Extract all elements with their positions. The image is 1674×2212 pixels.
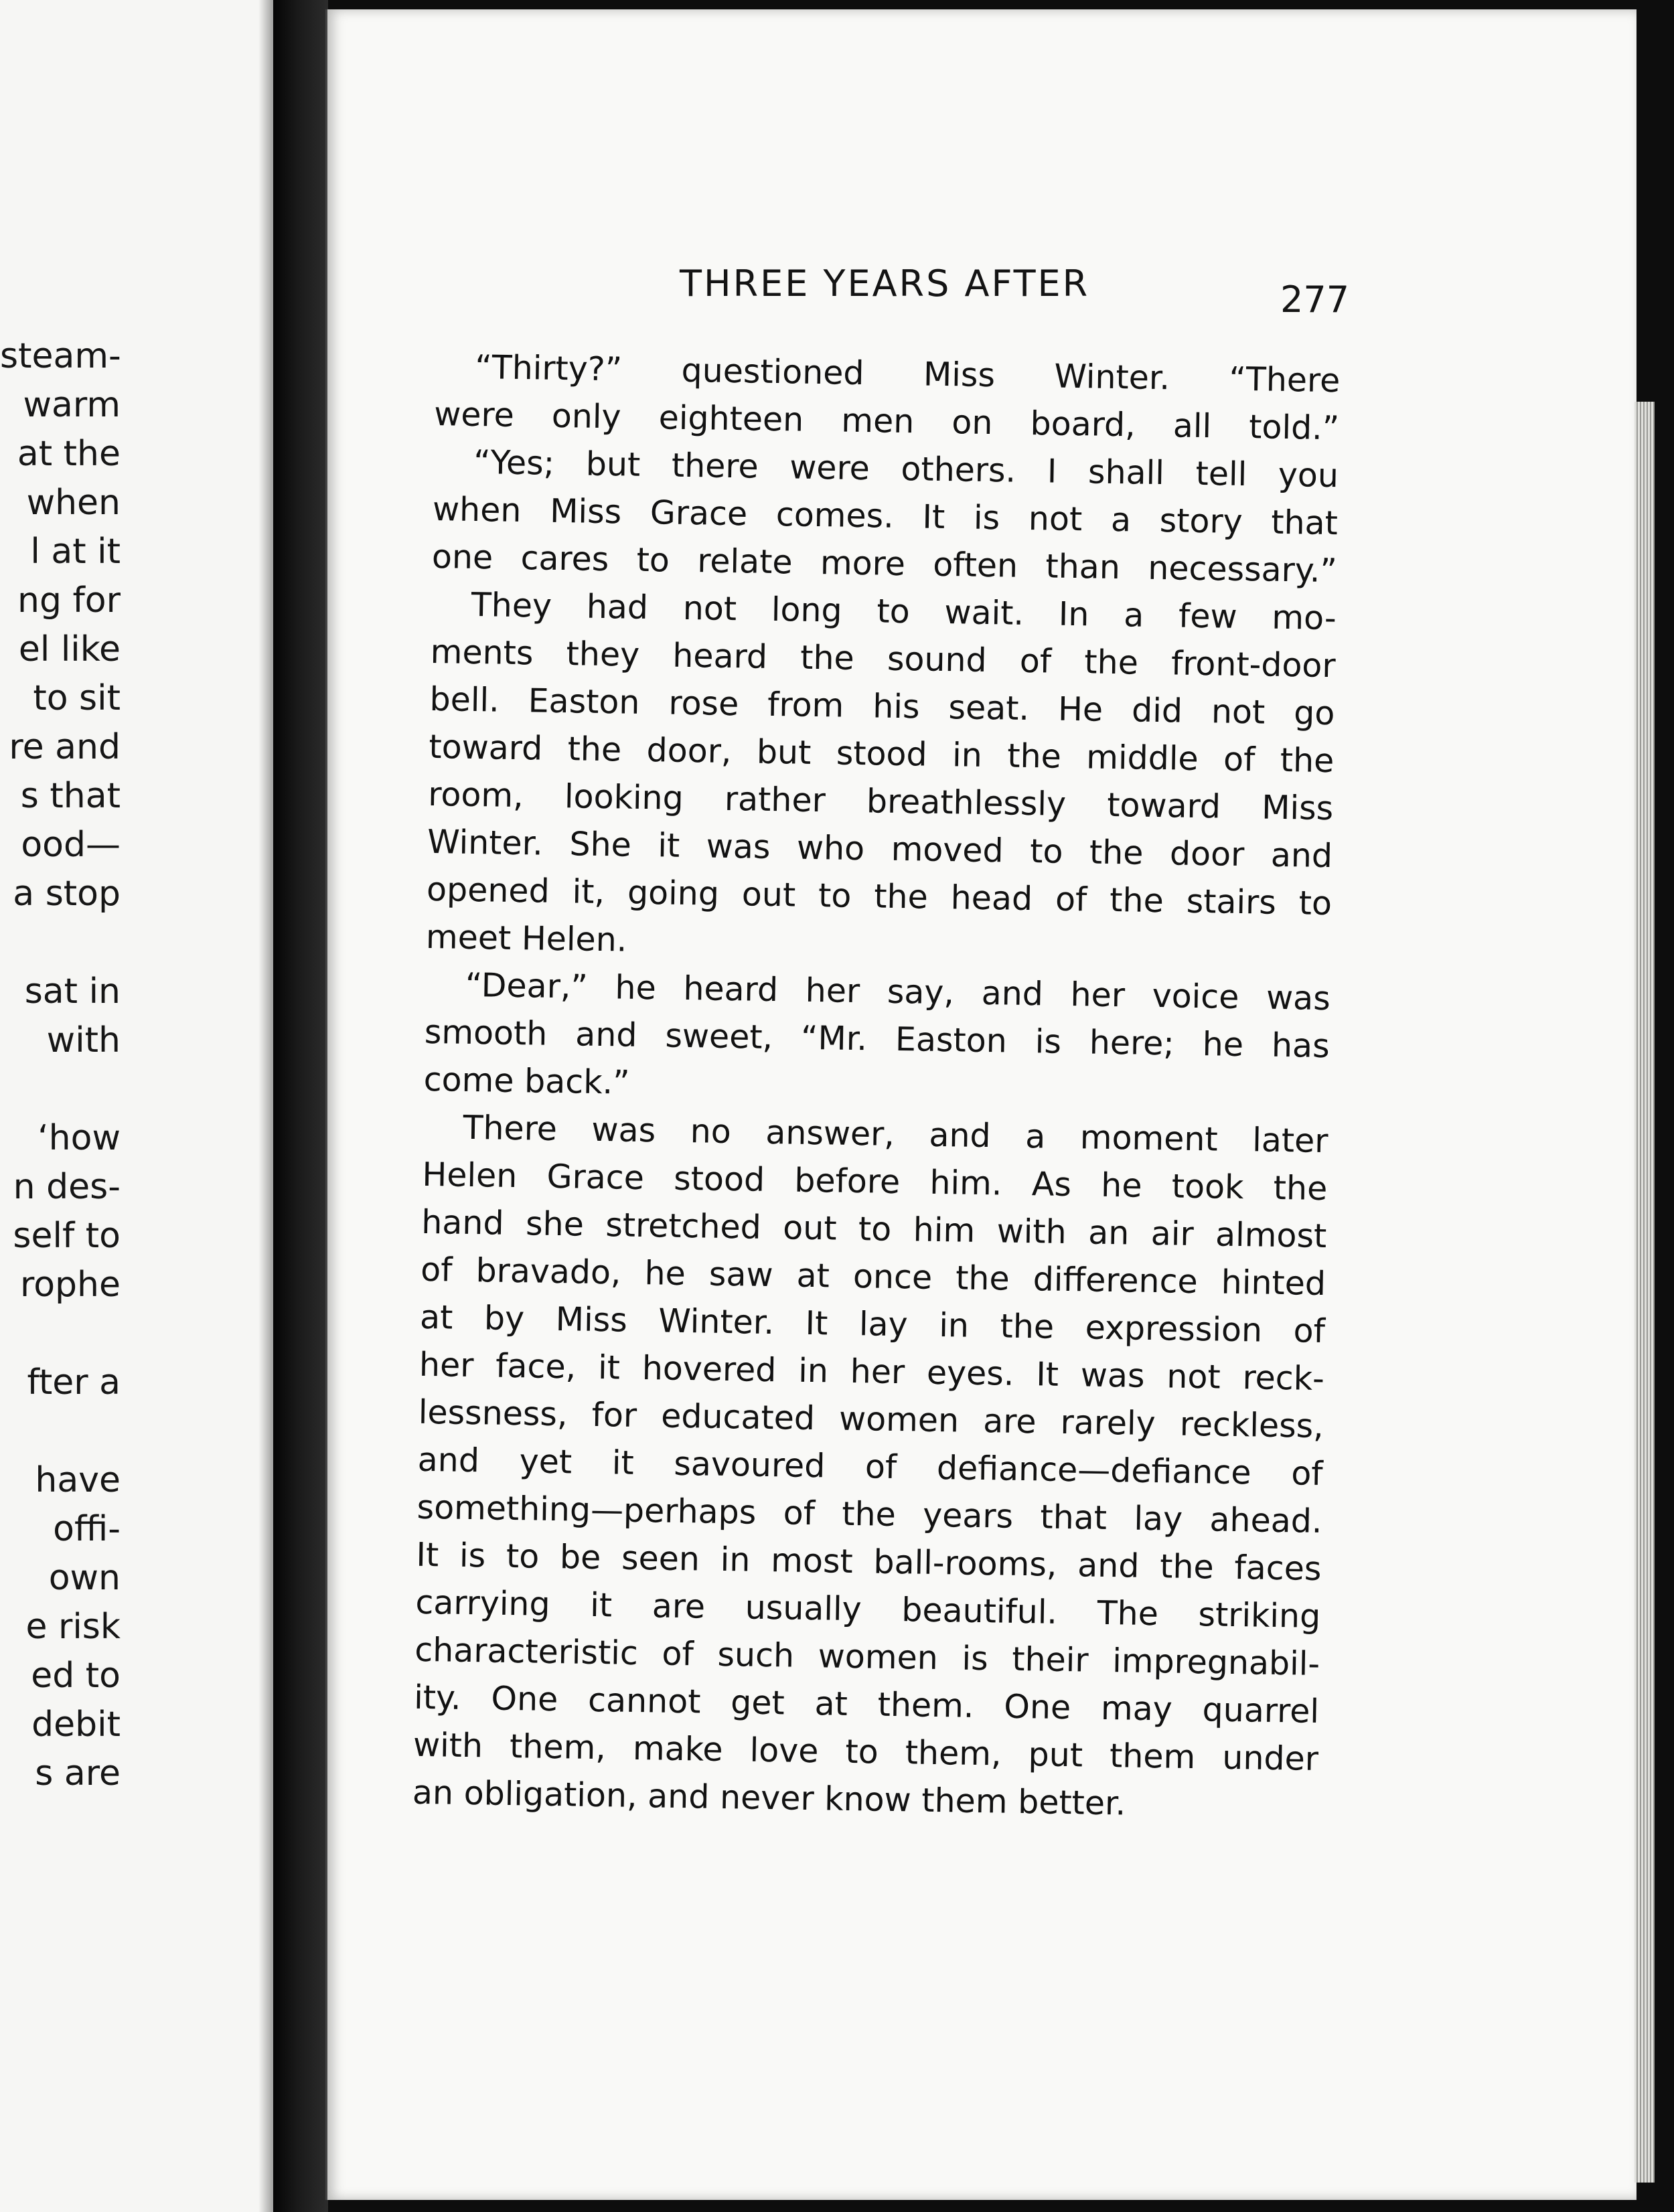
- previous-page-line: to sit: [33, 678, 121, 718]
- text-line: come back.”: [423, 1060, 631, 1102]
- page-edges: [1634, 402, 1655, 2183]
- text-line: meet Helen.: [425, 917, 627, 959]
- text-line: Helen Grace stood before him. As he took the: [422, 1155, 1328, 1208]
- text-line: They had not long to wait. In a few mo-: [471, 585, 1337, 638]
- body-text: [412, 343, 1340, 1830]
- previous-page-line: l at it: [30, 532, 121, 572]
- text-line: toward the door, but stood in the middle of the: [429, 727, 1335, 781]
- previous-page-line: [0, 1407, 121, 1456]
- text-line: hand she stretched out to him with an air almost: [421, 1202, 1327, 1256]
- text-line: ity. One cannot get at them. One may quarrel: [413, 1678, 1320, 1731]
- text-line: of bravado, he saw at once the difference hinted: [420, 1250, 1326, 1304]
- previous-page-line: [0, 919, 121, 967]
- previous-page-shadow: [258, 0, 273, 2212]
- running-head: THREE YEARS AFTER: [680, 262, 1090, 305]
- text-line: and yet it savoured of defiance—defiance of: [417, 1440, 1324, 1494]
- text-line: one cares to relate more often than necessary.”: [431, 537, 1338, 590]
- text-line: Winter. She it was who moved to the door and: [427, 822, 1333, 876]
- previous-page-line: e risk: [25, 1607, 121, 1647]
- text-line: room, looking rather breathlessly toward Miss: [427, 775, 1334, 828]
- text-line: an obligation, and never know them better.: [412, 1773, 1126, 1823]
- previous-page-line: [0, 1065, 121, 1114]
- previous-page-line: s are: [35, 1753, 121, 1794]
- page-number: 277: [1280, 279, 1350, 321]
- text-line: carrying it are usually beautiful. The striking: [414, 1583, 1321, 1636]
- text-line: opened it, going out to the head of the stairs to: [426, 870, 1333, 923]
- text-line: “Dear,” he heard her say, and her voice was: [465, 965, 1331, 1018]
- text-line: her face, it hovered in her eyes. It was not reck-: [418, 1345, 1325, 1399]
- book-gutter: [273, 0, 328, 2212]
- previous-page: [0, 0, 273, 2212]
- text-line: at by Miss Winter. It lay in the expression of: [419, 1297, 1326, 1351]
- text-line: “Thirty?” questioned Miss Winter. “There: [474, 347, 1341, 400]
- text-line: when Miss Grace comes. It is not a story that: [432, 489, 1339, 543]
- previous-page-line: ng for: [17, 580, 121, 621]
- text-line: were only eighteen men on board, all told.”: [433, 394, 1340, 448]
- text-line: bell. Easton rose from his seat. He did not go: [429, 680, 1335, 733]
- previous-page-line: [0, 1310, 121, 1358]
- previous-page-line: a stop: [13, 874, 121, 914]
- previous-page-line: ‘how: [37, 1118, 121, 1158]
- previous-page-line: debit: [31, 1705, 121, 1745]
- previous-page-line: when: [26, 483, 121, 523]
- text-line: lessness, for educated women are rarely reckless,: [418, 1393, 1324, 1446]
- previous-page-line: warm: [23, 385, 121, 425]
- previous-page-line: sat in: [24, 971, 121, 1012]
- previous-page-line: s that: [20, 776, 121, 816]
- text-line: “Yes; but there were others. I shall tell you: [473, 443, 1339, 495]
- previous-page-line: n des-: [13, 1167, 121, 1207]
- text-line: something—perhaps of the years that lay ahead.: [416, 1488, 1322, 1541]
- previous-page-line: own: [48, 1558, 121, 1598]
- previous-page-line: re and: [9, 727, 121, 767]
- previous-page-line: have: [35, 1460, 121, 1500]
- previous-page-text: [0, 332, 121, 1798]
- previous-page-line: self to: [13, 1216, 121, 1256]
- previous-page-line: rophe: [19, 1265, 121, 1305]
- previous-page-line: steam-: [0, 336, 121, 376]
- text-line: ments they heard the sound of the front-door: [430, 632, 1337, 686]
- previous-page-line: ed to: [31, 1656, 121, 1696]
- text-line: There was no answer, and a moment later: [463, 1108, 1328, 1161]
- previous-page-line: ood—: [21, 825, 121, 865]
- previous-page-line: at the: [17, 434, 121, 474]
- previous-page-line: with: [46, 1020, 121, 1060]
- text-line: smooth and sweet, “Mr. Easton is here; he has: [424, 1012, 1330, 1066]
- previous-page-line: offi-: [53, 1509, 121, 1549]
- text-line: characteristic of such women is their impregnabil-: [414, 1630, 1320, 1683]
- text-line: with them, make love to them, put them under: [412, 1725, 1319, 1778]
- text-line: It is to be seen in most ball-rooms, and the faces: [416, 1535, 1322, 1589]
- previous-page-line: fter a: [27, 1362, 121, 1403]
- previous-page-line: el like: [18, 629, 121, 669]
